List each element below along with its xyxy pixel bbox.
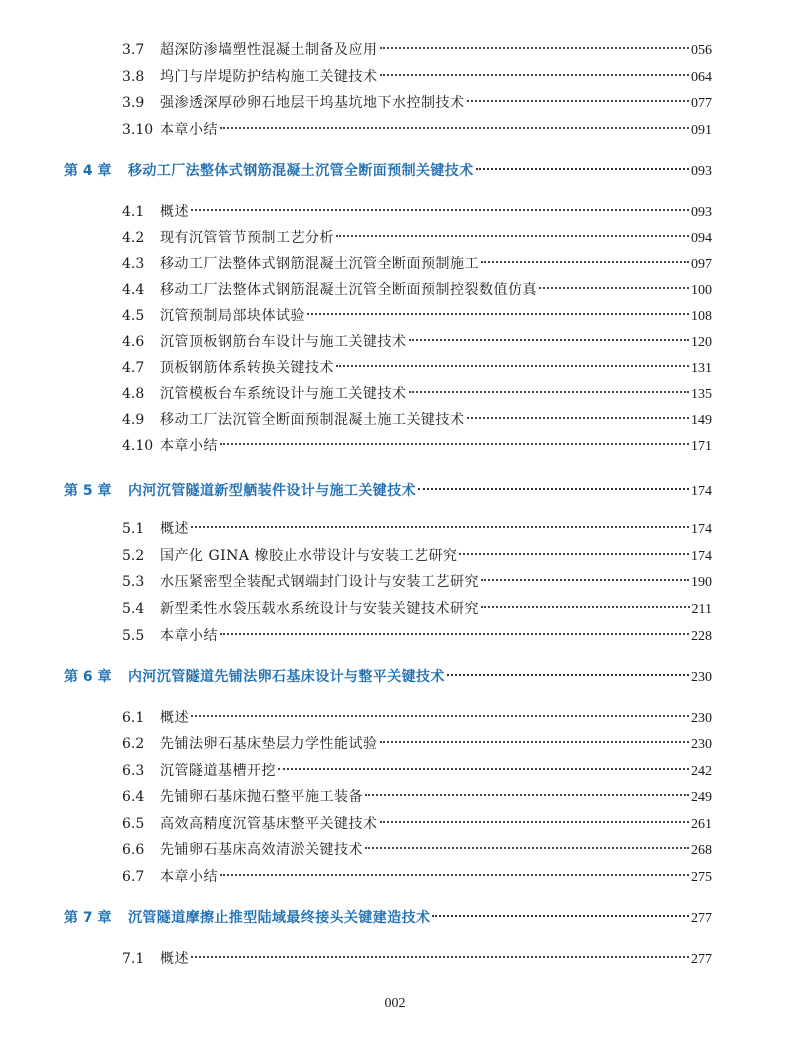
toc-section-entry[interactable]: [122, 572, 712, 592]
toc-entry-number: 4.5: [122, 308, 145, 324]
toc-section-entry[interactable]: [122, 384, 712, 404]
toc-entry-number: 4.9: [122, 412, 145, 428]
toc-entry-page: 242: [691, 764, 712, 779]
toc-entry-title: 概述: [160, 204, 189, 220]
dot-leader: [380, 741, 690, 743]
dot-leader: [380, 47, 690, 49]
dot-leader: [336, 365, 689, 367]
toc-entry-page: 093: [691, 164, 712, 179]
dot-leader: [380, 821, 690, 823]
toc-entry-title: 内河沉管隧道先铺法卵石基床设计与整平关键技术: [128, 669, 445, 685]
toc-section-entry[interactable]: [122, 358, 712, 378]
toc-entry-title: 本章小结: [160, 122, 218, 138]
toc-section-entry[interactable]: [122, 93, 712, 113]
toc-entry-title: 高效高精度沉管基床整平关键技术: [160, 816, 378, 832]
toc-entry-number: 7.1: [122, 951, 145, 967]
toc-entry-title: 超深防渗墙塑性混凝土制备及应用: [160, 42, 378, 58]
dot-leader: [539, 287, 689, 289]
toc-entry-page: 174: [691, 522, 712, 537]
toc-entry-title: 概述: [160, 951, 189, 967]
toc-entry-number: 5.5: [122, 628, 145, 644]
toc-entry-number: 4.4: [122, 282, 145, 298]
toc-entry-number: 6.4: [122, 789, 145, 805]
toc-entry-page: 275: [691, 870, 712, 885]
toc-entry-title: 概述: [160, 521, 189, 537]
toc-entry-title: 先铺法卵石基床垫层力学性能试验: [160, 736, 378, 752]
toc-entry-number: 6.3: [122, 763, 145, 779]
toc-entry-title: 移动工厂法整体式钢筋混凝土沉管全断面预制关键技术: [128, 163, 474, 179]
dot-leader: [447, 674, 689, 676]
toc-entry-page: 261: [691, 817, 712, 832]
toc-entry-title: 本章小结: [160, 869, 218, 885]
toc-entry-page: 135: [691, 387, 712, 402]
toc-entry-title: 移动工厂法沉管全断面预制混凝土施工关键技术: [160, 412, 465, 428]
dot-leader: [191, 956, 689, 958]
toc-section-entry[interactable]: [122, 332, 712, 352]
toc-entry-number: 4.2: [122, 230, 145, 246]
toc-entry-number: 第 4 章: [64, 163, 112, 179]
toc-section-entry[interactable]: [122, 734, 712, 754]
toc-entry-page: 056: [691, 43, 712, 58]
toc-section-entry[interactable]: [122, 761, 712, 781]
toc-entry-page: 230: [691, 670, 712, 685]
dot-leader: [418, 488, 689, 490]
toc-entry-number: 5.3: [122, 574, 145, 590]
dot-leader: [481, 606, 690, 608]
toc-section-entry[interactable]: [122, 708, 712, 728]
toc-entry-title: 现有沉管管节预制工艺分析: [160, 230, 334, 246]
toc-section-entry[interactable]: [122, 867, 712, 887]
toc-section-entry[interactable]: [122, 280, 712, 300]
toc-entry-page: 171: [691, 439, 712, 454]
toc-entry-page: 091: [691, 123, 712, 138]
toc-entry-page: 228: [691, 629, 712, 644]
dot-leader: [365, 847, 689, 849]
toc-entry-number: 4.6: [122, 334, 145, 350]
toc-section-entry[interactable]: [122, 519, 712, 539]
toc-entry-number: 第 5 章: [64, 483, 112, 499]
toc-entry-title: 水压紧密型全装配式钢端封门设计与安装工艺研究: [160, 574, 479, 590]
toc-entry-page: 097: [691, 257, 712, 272]
toc-entry-number: 4.10: [122, 438, 154, 454]
dot-leader: [336, 235, 689, 237]
toc-chapter-entry[interactable]: [64, 908, 712, 928]
dot-leader: [307, 313, 689, 315]
toc-entry-number: 6.2: [122, 736, 145, 752]
toc-entry-title: 顶板钢筋体系转换关键技术: [160, 360, 334, 376]
dot-leader: [481, 579, 689, 581]
toc-entry-number: 第 7 章: [64, 910, 112, 926]
toc-entry-title: 先铺卵石基床高效清淤关键技术: [160, 842, 363, 858]
toc-chapter-entry[interactable]: [64, 667, 712, 687]
toc-entry-page: 174: [691, 549, 712, 564]
toc-entry-title: 沉管模板台车系统设计与施工关键技术: [160, 386, 407, 402]
toc-entry-number: 6.5: [122, 816, 145, 832]
toc-entry-title: 概述: [160, 710, 189, 726]
toc-chapter-entry[interactable]: [64, 481, 712, 501]
toc-section-entry[interactable]: [122, 436, 712, 456]
toc-section-entry[interactable]: [122, 67, 712, 87]
dot-leader: [191, 715, 689, 717]
toc-section-entry[interactable]: [122, 202, 712, 222]
toc-entry-page: 100: [691, 283, 712, 298]
toc-entry-title: 坞门与岸堤防护结构施工关键技术: [160, 69, 378, 85]
dot-leader: [220, 874, 689, 876]
toc-entry-title: 移动工厂法整体式钢筋混凝土沉管全断面预制控裂数值仿真: [160, 282, 537, 298]
toc-entry-number: 5.4: [122, 601, 145, 617]
toc-entry-number: 4.3: [122, 256, 145, 272]
toc-entry-page: 211: [691, 602, 712, 617]
toc-section-entry[interactable]: [122, 40, 712, 60]
toc-section-entry[interactable]: [122, 599, 712, 619]
toc-entry-number: 6.1: [122, 710, 145, 726]
toc-entry-page: 108: [691, 309, 712, 324]
toc-section-entry[interactable]: [122, 120, 712, 140]
toc-section-entry[interactable]: [122, 254, 712, 274]
toc-section-entry[interactable]: [122, 306, 712, 326]
dot-leader: [467, 417, 690, 419]
dot-leader: [220, 633, 689, 635]
toc-entry-page: 093: [691, 205, 712, 220]
toc-section-entry[interactable]: [122, 787, 712, 807]
toc-entry-number: 4.8: [122, 386, 145, 402]
toc-entry-page: 174: [691, 484, 712, 499]
toc-entry-page: 149: [691, 413, 712, 428]
toc-entry-title: 本章小结: [160, 628, 218, 644]
toc-entry-page: 277: [691, 911, 712, 926]
toc-entry-number: 3.7: [122, 42, 145, 58]
toc-entry-page: 077: [691, 96, 712, 111]
toc-entry-title: 强渗透深厚砂卵石地层干坞基坑地下水控制技术: [160, 95, 465, 111]
dot-leader: [191, 526, 689, 528]
toc-entry-page: 277: [691, 952, 712, 967]
toc-entry-page: 131: [691, 361, 712, 376]
toc-section-entry[interactable]: [122, 949, 712, 969]
toc-entry-title: 沉管预制局部块体试验: [160, 308, 305, 324]
toc-entry-title: 沉管顶板钢筋台车设计与施工关键技术: [160, 334, 407, 350]
toc-entry-page: 230: [691, 711, 712, 726]
toc-entry-number: 3.8: [122, 69, 145, 85]
dot-leader: [220, 443, 689, 445]
toc-entry-title: 本章小结: [160, 438, 218, 454]
page-number: 002: [384, 996, 406, 1011]
toc-entry-page: 064: [691, 70, 712, 85]
toc-entry-page: 190: [691, 575, 712, 590]
toc-entry-page: 230: [691, 737, 712, 752]
toc-entry-number: 第 6 章: [64, 669, 112, 685]
toc-entry-number: 4.7: [122, 360, 145, 376]
dot-leader: [278, 768, 689, 770]
dot-leader: [459, 553, 689, 555]
toc-entry-title: 移动工厂法整体式钢筋混凝土沉管全断面预制施工: [160, 256, 479, 272]
toc-entry-title: 国产化 GINA 橡胶止水带设计与安装工艺研究: [160, 548, 458, 564]
toc-entry-title: 先铺卵石基床抛石整平施工装备: [160, 789, 363, 805]
toc-entry-page: 249: [691, 790, 712, 805]
dot-leader: [432, 915, 689, 917]
toc-entry-number: 3.9: [122, 95, 145, 111]
toc-entry-number: 3.10: [122, 122, 154, 138]
toc-entry-number: 4.1: [122, 204, 145, 220]
dot-leader: [481, 261, 689, 263]
dot-leader: [220, 127, 689, 129]
dot-leader: [191, 209, 689, 211]
toc-section-entry[interactable]: [122, 228, 712, 248]
toc-entry-title: 沉管隧道摩擦止推型陆域最终接头关键建造技术: [128, 910, 431, 926]
toc-entry-title: 沉管隧道基槽开挖: [160, 763, 276, 779]
toc-entry-number: 6.7: [122, 869, 145, 885]
toc-section-entry[interactable]: [122, 626, 712, 646]
toc-entry-page: 094: [691, 231, 712, 246]
dot-leader: [476, 168, 689, 170]
toc-section-entry[interactable]: [122, 546, 712, 566]
dot-leader: [365, 794, 689, 796]
toc-entry-page: 268: [691, 843, 712, 858]
toc-chapter-entry[interactable]: [64, 161, 712, 181]
dot-leader: [380, 74, 690, 76]
toc-section-entry[interactable]: [122, 410, 712, 430]
toc-entry-number: 6.6: [122, 842, 145, 858]
toc-entry-number: 5.1: [122, 521, 145, 537]
toc-entry-title: 内河沉管隧道新型舾装件设计与施工关键技术: [128, 483, 416, 499]
toc-section-entry[interactable]: [122, 814, 712, 834]
dot-leader: [409, 339, 690, 341]
dot-leader: [409, 391, 690, 393]
dot-leader: [467, 100, 690, 102]
toc-entry-page: 120: [691, 335, 712, 350]
toc-entry-title: 新型柔性水袋压载水系统设计与安装关键技术研究: [160, 601, 479, 617]
toc-section-entry[interactable]: [122, 840, 712, 860]
toc-entry-number: 5.2: [122, 548, 145, 564]
